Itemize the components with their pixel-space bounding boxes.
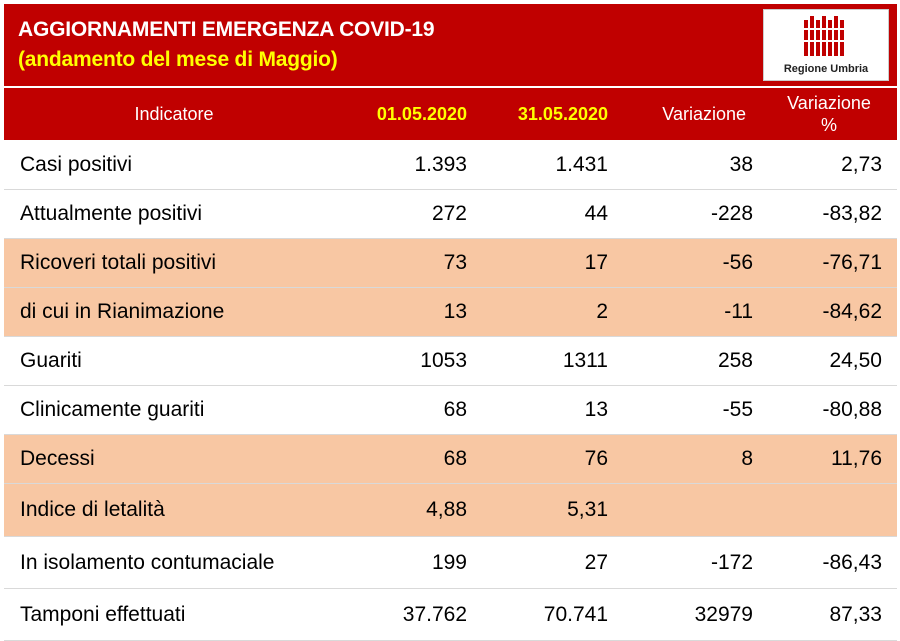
row-value-end: 5,31 — [567, 498, 608, 521]
regione-umbria-emblem-icon — [802, 14, 850, 60]
row-indicator-name: Decessi — [20, 447, 95, 470]
table-row — [4, 288, 897, 337]
header-variation-pct-line1: Variazione — [787, 93, 871, 113]
row-indicator-name: Clinicamente guariti — [20, 398, 205, 421]
row-variation-pct: -83,82 — [822, 202, 882, 225]
row-value-end: 1.431 — [555, 153, 608, 176]
row-variation: -11 — [724, 300, 753, 323]
row-variation — [644, 484, 753, 536]
row-value-start: 13 — [443, 300, 467, 323]
header-indicator: Indicatore — [134, 103, 214, 124]
row-value-start: 68 — [443, 447, 467, 470]
row-value-start: 4,88 — [426, 498, 467, 521]
row-indicator-name: In isolamento contumaciale — [20, 550, 275, 574]
row-value-start: 1053 — [420, 349, 467, 372]
row-variation: -172 — [710, 550, 753, 574]
row-indicator-name: Tamponi effettuati — [20, 602, 186, 626]
row-value-start: 199 — [431, 550, 467, 574]
table-row — [4, 537, 897, 589]
row-variation-pct: -76,71 — [822, 251, 882, 274]
table-row — [4, 239, 897, 288]
row-variation: 38 — [729, 153, 753, 176]
row-variation-pct: -86,43 — [822, 550, 882, 574]
table-row — [4, 484, 897, 537]
table-row — [4, 190, 897, 239]
title-banner — [4, 4, 897, 86]
row-value-start: 73 — [443, 251, 467, 274]
row-value-end: 70.741 — [543, 602, 608, 626]
header-variation-pct-line2: % — [820, 115, 837, 135]
table-row — [4, 141, 897, 190]
row-value-start: 1.393 — [414, 153, 467, 176]
header-date-end: 31.05.2020 — [517, 103, 608, 124]
row-value-start: 272 — [431, 202, 467, 225]
header-variation-pct — [774, 88, 884, 140]
row-indicator-name: Ricoveri totali positivi — [20, 251, 217, 274]
row-value-start: 37.762 — [402, 602, 467, 626]
row-variation: 32979 — [694, 602, 753, 626]
row-variation: 8 — [741, 447, 753, 470]
row-value-end: 76 — [584, 447, 608, 470]
row-value-end: 2 — [596, 300, 608, 323]
row-variation-pct: 24,50 — [829, 349, 882, 372]
banner-title: AGGIORNAMENTI EMERGENZA COVID-19 — [18, 18, 435, 41]
row-indicator-name: Indice di letalità — [20, 498, 165, 521]
row-variation: -56 — [722, 251, 753, 274]
row-variation: 258 — [717, 349, 753, 372]
row-variation-pct: 87,33 — [829, 602, 882, 626]
row-indicator-name: di cui in Rianimazione — [20, 300, 225, 323]
row-indicator-name: Guariti — [20, 349, 82, 372]
table-row — [4, 435, 897, 484]
row-value-end: 44 — [584, 202, 608, 225]
table-row — [4, 589, 897, 641]
row-indicator-name: Attualmente positivi — [20, 202, 203, 225]
header-variation: Variazione — [662, 103, 746, 124]
row-variation-pct — [774, 484, 882, 536]
row-value-end: 13 — [584, 398, 608, 421]
row-variation-pct: -80,88 — [822, 398, 882, 421]
table-row — [4, 337, 897, 386]
row-variation: -55 — [722, 398, 753, 421]
table-row — [4, 386, 897, 435]
header-date-start: 01.05.2020 — [376, 103, 467, 124]
row-value-start: 68 — [443, 398, 467, 421]
row-variation-pct: 11,76 — [831, 447, 882, 470]
row-variation-pct: -84,62 — [822, 300, 882, 323]
banner-subtitle: (andamento del mese di Maggio) — [18, 48, 338, 71]
regione-umbria-logo — [763, 9, 889, 81]
row-indicator-name: Casi positivi — [20, 153, 133, 176]
row-value-end: 17 — [584, 251, 608, 274]
row-value-end: 27 — [584, 550, 608, 574]
table-header — [4, 88, 897, 140]
row-value-end: 1311 — [562, 349, 608, 372]
logo-text: Regione Umbria — [783, 63, 869, 75]
row-variation-pct: 2,73 — [841, 153, 882, 176]
row-variation: -228 — [710, 202, 753, 225]
